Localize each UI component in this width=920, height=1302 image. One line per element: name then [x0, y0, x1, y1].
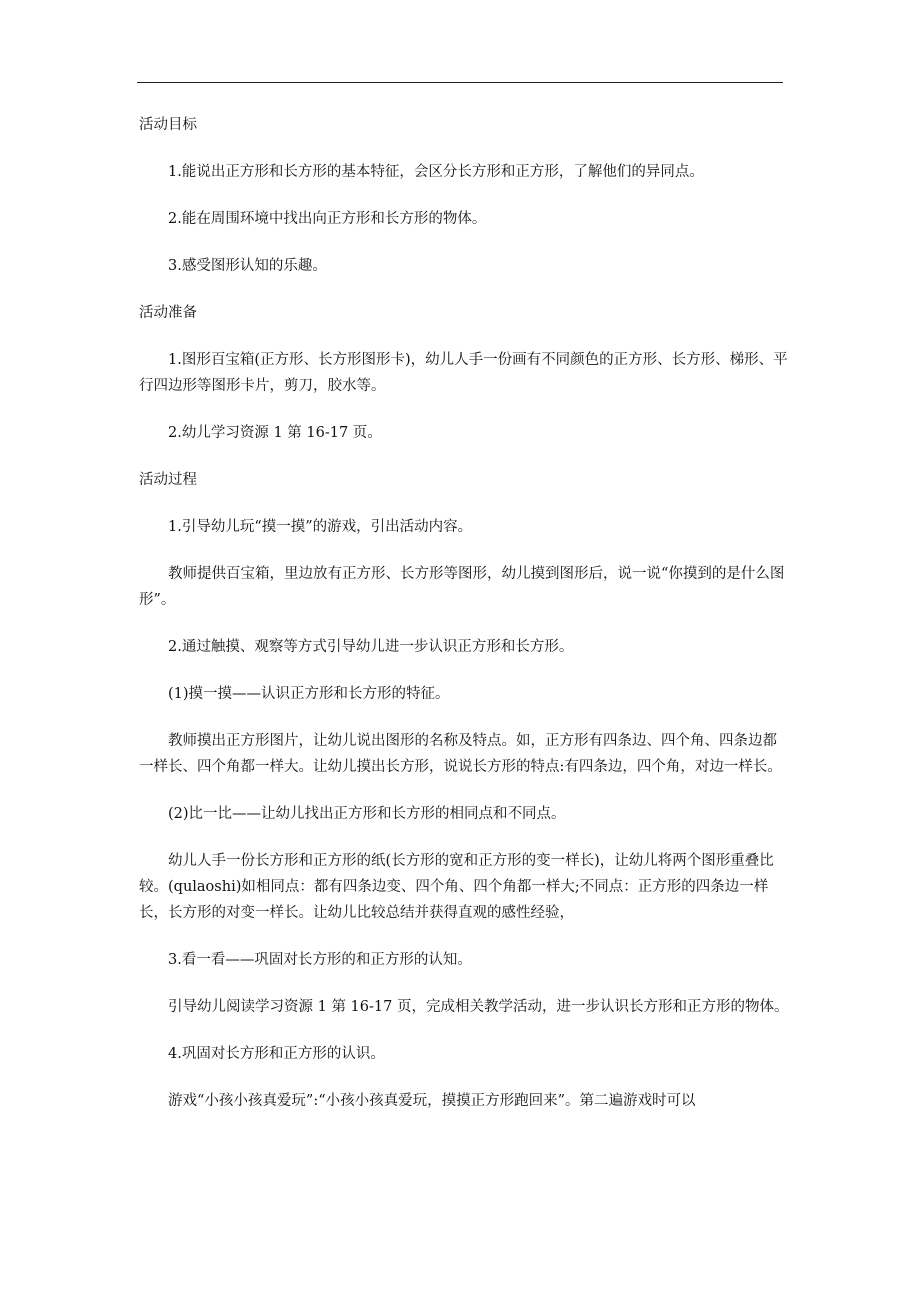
header-rule: [137, 82, 783, 83]
goal-item-1: 1.能说出正方形和长方形的基本特征，会区分长方形和正方形，了解他们的异同点。: [168, 164, 704, 180]
process-paragraph-11: 游戏“小孩小孩真爱玩”:“小孩小孩真爱玩，摸摸正方形跑回来”。第二遍游戏时可以: [168, 1093, 696, 1109]
process-paragraph-2: 教师提供百宝箱，里边放有正方形、长方形等图形，幼儿摸到图形后，说一说“你摸到的是什么图形”。: [139, 566, 785, 608]
process-paragraph-10: 4.巩固对长方形和正方形的认识。: [168, 1046, 385, 1062]
preparation-item-1: 1.图形百宝箱(正方形、长方形图形卡)，幼儿人手一份画有不同颜色的正方形、长方形、梯形、平行四边形等图形卡片，剪刀，胶水等。: [139, 352, 788, 394]
process-paragraph-8: 3.看一看——巩固对长方形的和正方形的认知。: [168, 952, 472, 968]
process-paragraph-4: (1)摸一摸——认识正方形和长方形的特征。: [168, 686, 450, 702]
process-paragraph-1: 1.引导幼儿玩“摸一摸”的游戏，引出活动内容。: [168, 519, 473, 535]
process-paragraph-9: 引导幼儿阅读学习资源 1 第 16-17 页，完成相关教学活动，进一步认识长方形和正方形的物体。: [168, 999, 789, 1015]
process-paragraph-6: (2)比一比——让幼儿找出正方形和长方形的相同点和不同点。: [168, 806, 566, 822]
section-heading-preparation: 活动准备: [139, 305, 197, 321]
process-paragraph-5: 教师摸出正方形图片，让幼儿说出图形的名称及特点。如，正方形有四条边、四个角、四条边都一样长、四个角都一样大。让幼儿摸出长方形，说说长方形的特点:有四条边，四个角，对边一样长。: [139, 733, 782, 775]
section-heading-goals: 活动目标: [139, 117, 197, 133]
document-body: [139, 112, 791, 1135]
preparation-item-2: 2.幼儿学习资源 1 第 16-17 页。: [168, 425, 382, 441]
goal-item-2: 2.能在周围环境中找出向正方形和长方形的物体。: [168, 211, 487, 227]
process-paragraph-7: 幼儿人手一份长方形和正方形的纸(长方形的宽和正方形的变一样长)，让幼儿将两个图形重叠比较。(qulaoshi)如相同点：都有四条边变、四个角、四个角都一样大;不同点：正方形的四条边一样长，长方形的对变一样长。让幼儿比较总结并获得直观的感性经验，: [139, 853, 774, 921]
process-paragraph-3: 2.通过触摸、观察等方式引导幼儿进一步认识正方形和长方形。: [168, 639, 574, 655]
section-heading-process: 活动过程: [139, 472, 197, 488]
goal-item-3: 3.感受图形认知的乐趣。: [168, 258, 327, 274]
